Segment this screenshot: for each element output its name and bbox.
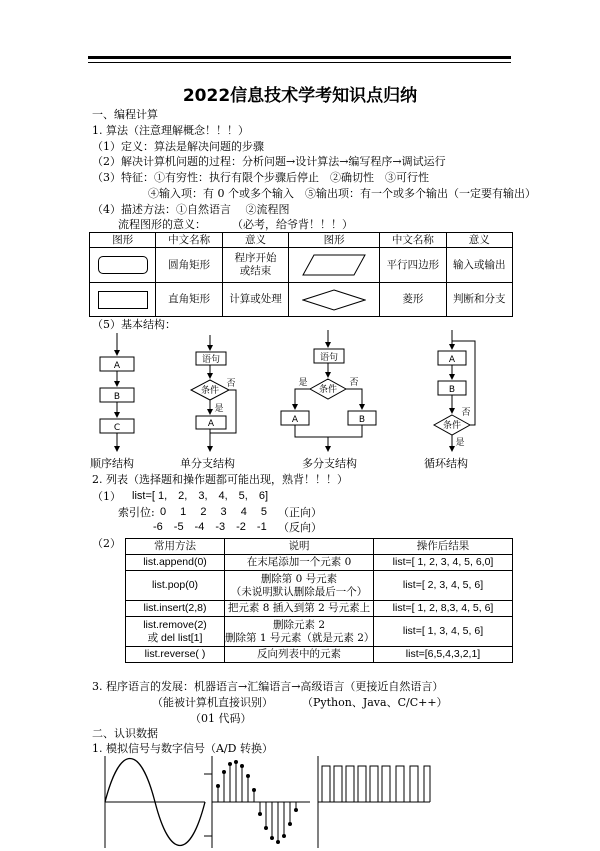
rectangle-icon [98, 291, 148, 309]
rect-name: 直角矩形 [156, 283, 222, 317]
binary-code-note: （01 代码） [190, 712, 252, 725]
forward-indices: 0 1 2 3 4 5 [160, 506, 267, 518]
loop-cond: 条件 [442, 421, 462, 431]
high-level-examples: （Python、Java、C/C++） [302, 696, 448, 709]
single-a: A [207, 419, 215, 429]
table-row: list.append(0) 在末尾添加一个元素 0 list=[ 1, 2, 3, 4, 5, 6,0] [126, 555, 513, 571]
table-row: list.remove(2) 或 del list[1] 删除元素 2 删除第 1 号元素（就是元素 2） list=[ 1, 3, 4, 5, 6] [126, 617, 513, 647]
backward-indices: -6 -5 -4 -3 -2 -1 [153, 521, 267, 533]
table-row: list.pop(0) 删除第 0 号元素 （未说明默认删除最后一个） list=[ 2, 3, 4, 5, 6] [126, 571, 513, 601]
machine-readable-note: （能被计算机直接识别） [152, 696, 273, 709]
single-cond: 条件 [200, 386, 220, 396]
parallelogram-name: 平行四边形 [380, 248, 446, 283]
flow-meaning-note: （必考，给爷背！！！） [232, 218, 353, 231]
header-result: 操作后结果 [374, 539, 513, 555]
signal-conversion-diagram [0, 756, 600, 851]
multi-cond: 条件 [318, 385, 338, 395]
table-row: list.reverse( ) 反向列表中的元素 list=[6,5,4,3,2,1] [126, 647, 513, 663]
rounded-rect-shape-cell [90, 248, 156, 283]
diamond-meaning: 判断和分支 [446, 283, 512, 317]
multi-b: B [358, 415, 366, 425]
multi-a: A [291, 415, 299, 425]
list-definition: list=[ 1, 2, 3, 4, 5, 6] [132, 490, 269, 502]
rounded-rectangle-icon [98, 256, 148, 274]
seq-label-c: C [113, 423, 121, 433]
header-desc: 说明 [225, 539, 374, 555]
language-development: 3. 程序语言的发展：机器语言→汇编语言→高级语言（更接近自然语言） [92, 680, 444, 693]
single-stmt: 语句 [201, 355, 221, 365]
parallelogram-icon [302, 254, 366, 276]
rounded-rect-name: 圆角矩形 [156, 248, 222, 283]
diamond-shape-cell [289, 283, 380, 317]
loop-caption: 循环结构 [424, 457, 468, 470]
header-meaning-2: 意义 [446, 233, 512, 248]
basic-structure-label: （5）基本结构： [92, 318, 176, 331]
signal-title: 1. 模拟信号与数字信号（A/D 转换） [92, 742, 273, 755]
algorithm-definition: （1）定义：算法是解决问题的步骤 [92, 140, 264, 153]
basic-structures-diagram [0, 325, 600, 475]
loop-a: A [448, 355, 456, 365]
header-meaning: 意义 [222, 233, 288, 248]
loop-b: B [448, 385, 456, 395]
algorithm-title: 1. 算法（注意理解概念！！！） [92, 124, 249, 137]
multi-branch-caption: 多分支结构 [302, 457, 357, 470]
list-methods-table [125, 538, 513, 663]
parallelogram-shape-cell [289, 248, 380, 283]
features-line2: ④输入项：有 0 个或多个输入 ⑤输出项：有一个或多个输出（一定要有输出） [148, 187, 536, 200]
index-label: 索引位: [118, 506, 155, 519]
top-rule-thin [88, 62, 511, 63]
rect-meaning: 计算或处理 [222, 283, 288, 317]
top-rule-thick [88, 56, 511, 59]
backward-note: （反向） [278, 521, 322, 534]
single-yes: 是 [214, 404, 224, 414]
single-no: 否 [226, 379, 236, 389]
multi-stmt: 语句 [319, 353, 339, 363]
header-shape: 图形 [90, 233, 156, 248]
list-item1-label: （1） [92, 490, 121, 503]
sequence-caption: 顺序结构 [90, 457, 134, 470]
loop-yes: 是 [455, 438, 465, 448]
section2-heading: 二、认识数据 [92, 727, 158, 740]
seq-label-b: B [113, 392, 121, 402]
diamond-icon [302, 289, 366, 311]
multi-yes: 是 [298, 378, 308, 388]
list-item2-label: （2） [92, 537, 121, 550]
page-title: 2022信息技术学考知识点归纳 [182, 86, 418, 106]
forward-note: （正向） [278, 506, 322, 519]
describe-methods: （4）描述方法：①自然语言 ②流程图 [92, 203, 290, 216]
header-name-2: 中文名称 [380, 233, 446, 248]
list-heading: 2. 列表（选择题和操作题都可能出现，熟背！！！） [92, 473, 348, 486]
flowchart-symbol-table [89, 232, 513, 317]
section1-heading: 一、编程计算 [92, 108, 158, 121]
multi-no: 否 [349, 378, 359, 388]
flow-meaning-label: 流程图形的意义： [118, 218, 206, 231]
header-shape-2: 图形 [289, 233, 380, 248]
header-method: 常用方法 [126, 539, 225, 555]
header-name: 中文名称 [156, 233, 222, 248]
rounded-rect-meaning: 程序开始 或结束 [222, 248, 288, 283]
problem-process: （2）解决计算机问题的过程：分析问题→设计算法→编写程序→调试运行 [92, 155, 446, 168]
seq-label-a: A [113, 361, 121, 371]
table-row: list.insert(2,8) 把元素 8 插入到第 2 号元素上 list=[ 1, 2, 8,3, 4, 5, 6] [126, 601, 513, 617]
single-branch-caption: 单分支结构 [180, 457, 235, 470]
rect-shape-cell [90, 283, 156, 317]
loop-no: 否 [461, 408, 471, 418]
diamond-name: 菱形 [380, 283, 446, 317]
parallelogram-meaning: 输入或输出 [446, 248, 512, 283]
features-line1: （3）特征：①有穷性：执行有限个步骤后停止 ②确切性 ③可行性 [92, 171, 429, 184]
